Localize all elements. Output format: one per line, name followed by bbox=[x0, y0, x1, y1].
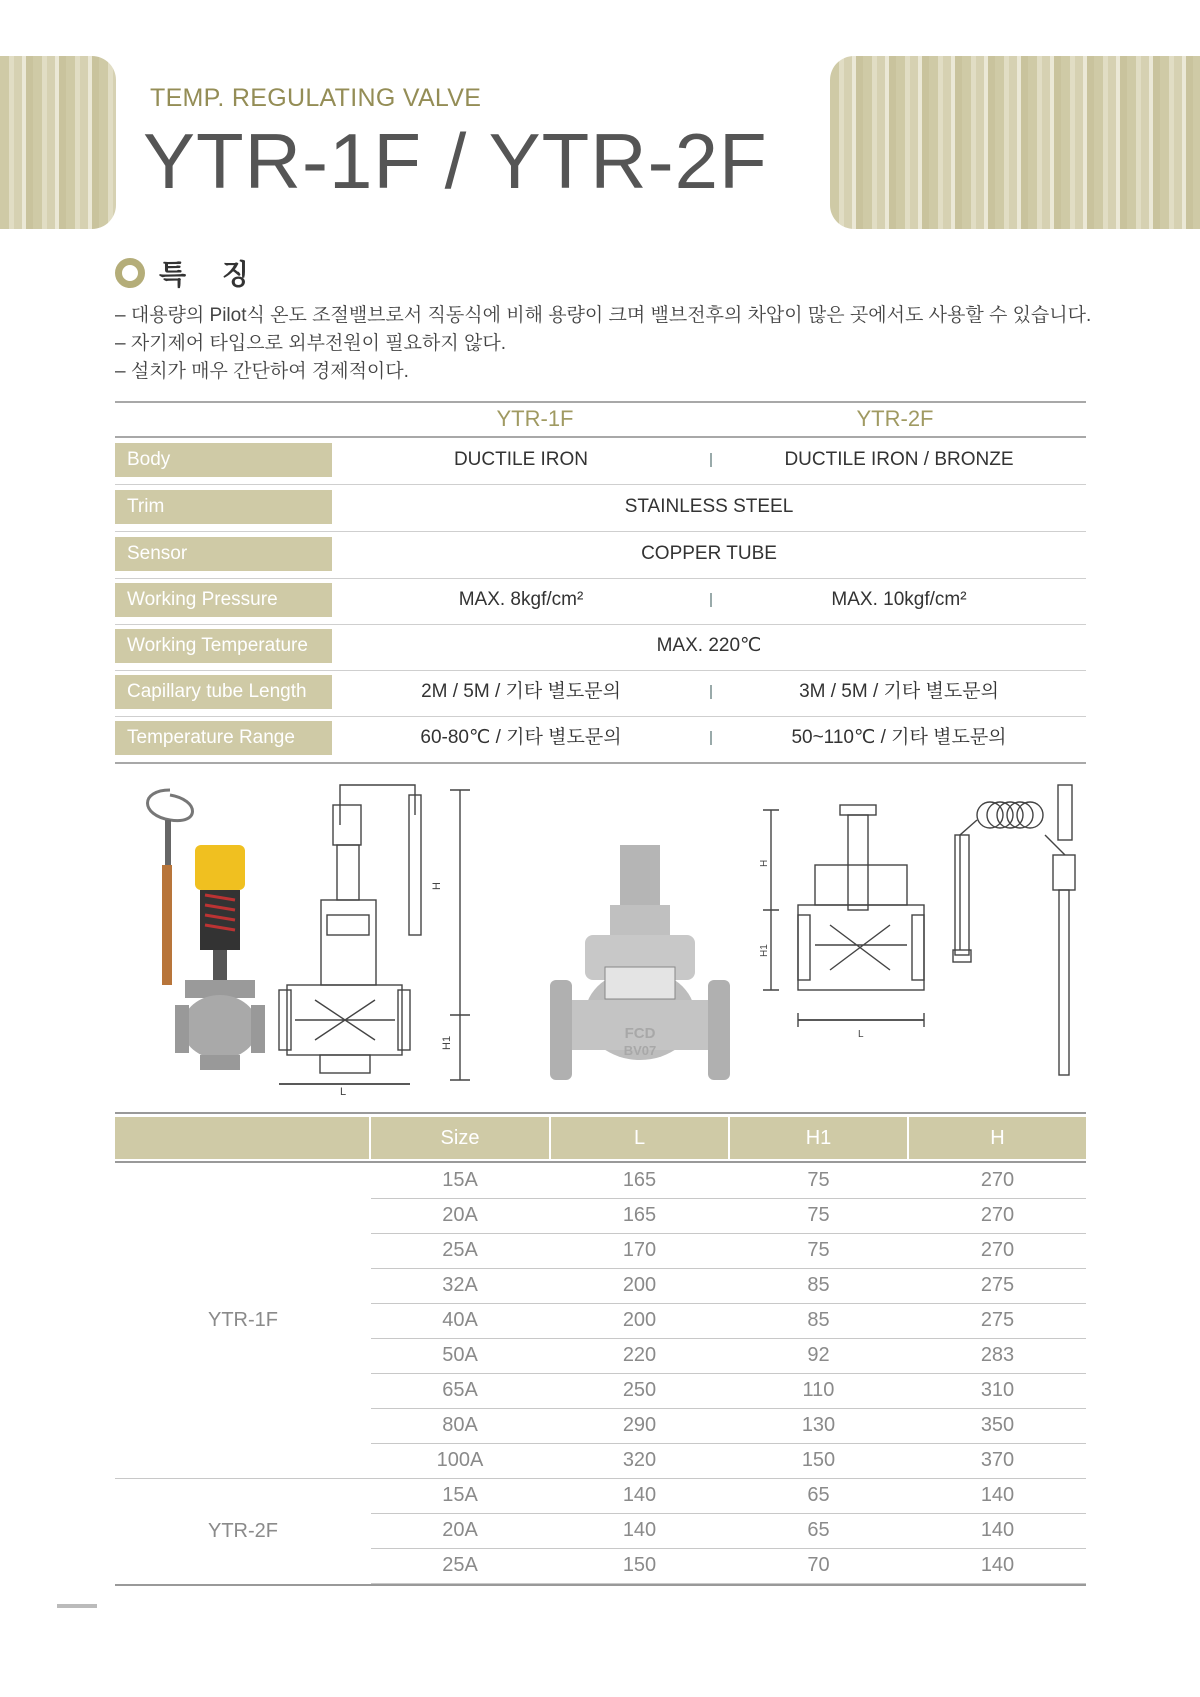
dimension-label-l: L bbox=[858, 1029, 864, 1040]
spec-value-ytr1f: 2M / 5M / 기타 별도문의 bbox=[421, 681, 621, 702]
dimension-cell-l: 220 bbox=[622, 1344, 657, 1366]
dimension-label-h: H bbox=[431, 882, 443, 890]
ytr2f-section-drawing bbox=[763, 805, 924, 1027]
table-row bbox=[371, 1373, 1086, 1409]
dimension-cell-l: 170 bbox=[622, 1239, 657, 1261]
dimension-label-h1: H1 bbox=[759, 944, 770, 957]
spec-label: Capillary tube Length bbox=[115, 675, 332, 709]
casting-mark: FCD bbox=[624, 1025, 656, 1042]
dimension-cell-h1: 85 bbox=[807, 1274, 830, 1296]
dimension-cell-l: 140 bbox=[622, 1519, 657, 1541]
dimension-header-blank bbox=[115, 1117, 369, 1159]
dimension-header-h: H bbox=[909, 1117, 1086, 1159]
dimension-cell-h1: 75 bbox=[807, 1204, 830, 1226]
table-row bbox=[371, 1443, 1086, 1479]
table-row bbox=[371, 1163, 1086, 1199]
spec-row-sensor bbox=[115, 532, 1086, 579]
spec-label: Trim bbox=[115, 490, 332, 524]
dimension-cell-h1: 70 bbox=[807, 1554, 830, 1576]
table-row bbox=[371, 1338, 1086, 1374]
dimension-cell-h1: 130 bbox=[801, 1414, 836, 1436]
features-title: 특 징 bbox=[159, 259, 263, 290]
table-row bbox=[371, 1478, 1086, 1514]
casting-mark: BV07 bbox=[623, 1043, 657, 1058]
dimension-cell-l: 250 bbox=[622, 1379, 657, 1401]
feature-item: – 자기제어 타입으로 외부전원이 필요하지 않다. bbox=[115, 333, 506, 354]
spec-value-common: MAX. 220℃ bbox=[656, 635, 762, 656]
dimension-cell-h: 310 bbox=[980, 1379, 1015, 1401]
table-row bbox=[371, 1548, 1086, 1584]
dimension-header-h1: H1 bbox=[730, 1117, 907, 1159]
dimension-cell-h: 140 bbox=[980, 1519, 1015, 1541]
dimension-cell-h: 140 bbox=[980, 1554, 1015, 1576]
spec-row-body bbox=[115, 438, 1086, 485]
ytr1f-product-photo bbox=[148, 790, 266, 1070]
spec-row-trim bbox=[115, 485, 1086, 532]
table-row bbox=[371, 1198, 1086, 1234]
spec-label: Temperature Range bbox=[115, 721, 332, 755]
dimension-label-h1: H1 bbox=[441, 1035, 453, 1050]
feature-item: – 설치가 매우 간단하여 경제적이다. bbox=[115, 361, 409, 382]
dimension-cell-size: 25A bbox=[442, 1554, 478, 1576]
dimension-cell-h1: 65 bbox=[807, 1484, 830, 1506]
table-row bbox=[371, 1408, 1086, 1444]
spec-value-common: STAINLESS STEEL bbox=[624, 496, 794, 517]
dimension-cell-l: 200 bbox=[622, 1309, 657, 1331]
spec-row-temperature-range bbox=[115, 716, 1086, 764]
features-heading bbox=[115, 253, 263, 293]
dimension-cell-l: 165 bbox=[622, 1169, 657, 1191]
dimension-cell-l: 140 bbox=[622, 1484, 657, 1506]
dimension-cell-h1: 150 bbox=[801, 1449, 836, 1471]
dimension-cell-h: 275 bbox=[980, 1309, 1015, 1331]
spec-row-capillary-length bbox=[115, 670, 1086, 717]
dimension-cell-h1: 75 bbox=[807, 1239, 830, 1261]
dimension-cell-size: 65A bbox=[442, 1379, 478, 1401]
features-list bbox=[115, 302, 1091, 386]
model-cell-ytr2f: YTR-2F bbox=[208, 1520, 278, 1542]
dimension-cell-l: 165 bbox=[622, 1204, 657, 1226]
feature-item: – 대용량의 Pilot식 온도 조절밸브로서 직동식에 비해 용량이 크며 밸브전후의 차압이 많은 곳에서도 사용할 수 있습니다. bbox=[115, 305, 1092, 326]
table-row bbox=[371, 1303, 1086, 1339]
spec-value-ytr2f: DUCTILE IRON / BRONZE bbox=[784, 449, 1014, 470]
dimension-cell-size: 40A bbox=[442, 1309, 478, 1331]
spec-value-ytr2f: 50~110℃ / 기타 별도문의 bbox=[791, 727, 1007, 748]
spec-label: Sensor bbox=[115, 537, 332, 571]
dimension-cell-h: 140 bbox=[980, 1484, 1015, 1506]
header-decoration-left bbox=[0, 56, 116, 229]
dimension-cell-size: 15A bbox=[442, 1484, 478, 1506]
spec-col-ytr1f: YTR-1F bbox=[496, 406, 574, 431]
product-illustrations bbox=[115, 775, 1086, 1100]
dimension-cell-h1: 75 bbox=[807, 1169, 830, 1191]
dimension-cell-l: 290 bbox=[622, 1414, 657, 1436]
dimension-cell-h: 270 bbox=[980, 1204, 1015, 1226]
spec-top-rule bbox=[115, 401, 1086, 403]
dimension-label-h: H bbox=[759, 859, 770, 867]
dimension-cell-h: 283 bbox=[980, 1344, 1015, 1366]
spec-value-ytr2f: MAX. 10kgf/cm² bbox=[831, 589, 967, 610]
dimension-cell-l: 200 bbox=[622, 1274, 657, 1296]
header-decoration-right bbox=[830, 56, 1200, 229]
dimension-cell-h1: 85 bbox=[807, 1309, 830, 1331]
product-category: TEMP. REGULATING VALVE bbox=[150, 84, 482, 112]
spec-value-ytr2f: 3M / 5M / 기타 별도문의 bbox=[799, 681, 999, 702]
circle-bullet-icon bbox=[115, 258, 145, 288]
dimension-cell-size: 100A bbox=[436, 1449, 484, 1471]
spec-value-ytr1f: 60-80℃ / 기타 별도문의 bbox=[420, 727, 622, 748]
page-marker bbox=[57, 1604, 97, 1608]
dimension-bottom-rule bbox=[115, 1584, 1086, 1586]
page-title: YTR-1F / YTR-2F bbox=[143, 117, 768, 205]
spec-row-working-temperature bbox=[115, 624, 1086, 671]
dimension-cell-h1: 65 bbox=[807, 1519, 830, 1541]
model-cell-ytr1f: YTR-1F bbox=[208, 1309, 278, 1331]
dimension-table-top-rule bbox=[115, 1112, 1086, 1114]
dimension-header-l: L bbox=[551, 1117, 728, 1159]
dimension-cell-h: 275 bbox=[980, 1274, 1015, 1296]
dimension-cell-h: 370 bbox=[980, 1449, 1015, 1471]
spec-value-ytr1f: DUCTILE IRON bbox=[453, 449, 589, 470]
spec-label: Working Temperature bbox=[115, 629, 332, 663]
dimension-cell-h: 350 bbox=[980, 1414, 1015, 1436]
dimension-cell-l: 320 bbox=[622, 1449, 657, 1471]
spec-label: Body bbox=[115, 443, 332, 477]
table-row bbox=[371, 1513, 1086, 1549]
dimension-cell-h: 270 bbox=[980, 1239, 1015, 1261]
spec-label: Working Pressure bbox=[115, 583, 332, 617]
dimension-cell-size: 25A bbox=[442, 1239, 478, 1261]
dimension-cell-size: 15A bbox=[442, 1169, 478, 1191]
dimension-cell-size: 80A bbox=[442, 1414, 478, 1436]
dimension-cell-h: 270 bbox=[980, 1169, 1015, 1191]
dimension-header-size: Size bbox=[371, 1117, 549, 1159]
ytr2f-product-photo bbox=[550, 845, 730, 1080]
spec-row-working-pressure bbox=[115, 578, 1086, 625]
table-row bbox=[371, 1233, 1086, 1269]
dimension-cell-size: 20A bbox=[442, 1519, 478, 1541]
spec-col-ytr2f: YTR-2F bbox=[856, 406, 934, 431]
capillary-sensor-drawing bbox=[953, 785, 1075, 1075]
spec-value-ytr1f: MAX. 8kgf/cm² bbox=[458, 589, 584, 610]
dimension-cell-size: 32A bbox=[442, 1274, 478, 1296]
dimension-cell-size: 50A bbox=[442, 1344, 478, 1366]
dimension-cell-l: 150 bbox=[622, 1554, 657, 1576]
dimension-cell-size: 20A bbox=[442, 1204, 478, 1226]
dimension-cell-h1: 110 bbox=[802, 1379, 835, 1401]
dimension-label-l: L bbox=[340, 1086, 347, 1098]
table-row bbox=[371, 1268, 1086, 1304]
spec-value-common: COPPER TUBE bbox=[641, 543, 777, 564]
dimension-cell-h1: 92 bbox=[807, 1344, 830, 1366]
